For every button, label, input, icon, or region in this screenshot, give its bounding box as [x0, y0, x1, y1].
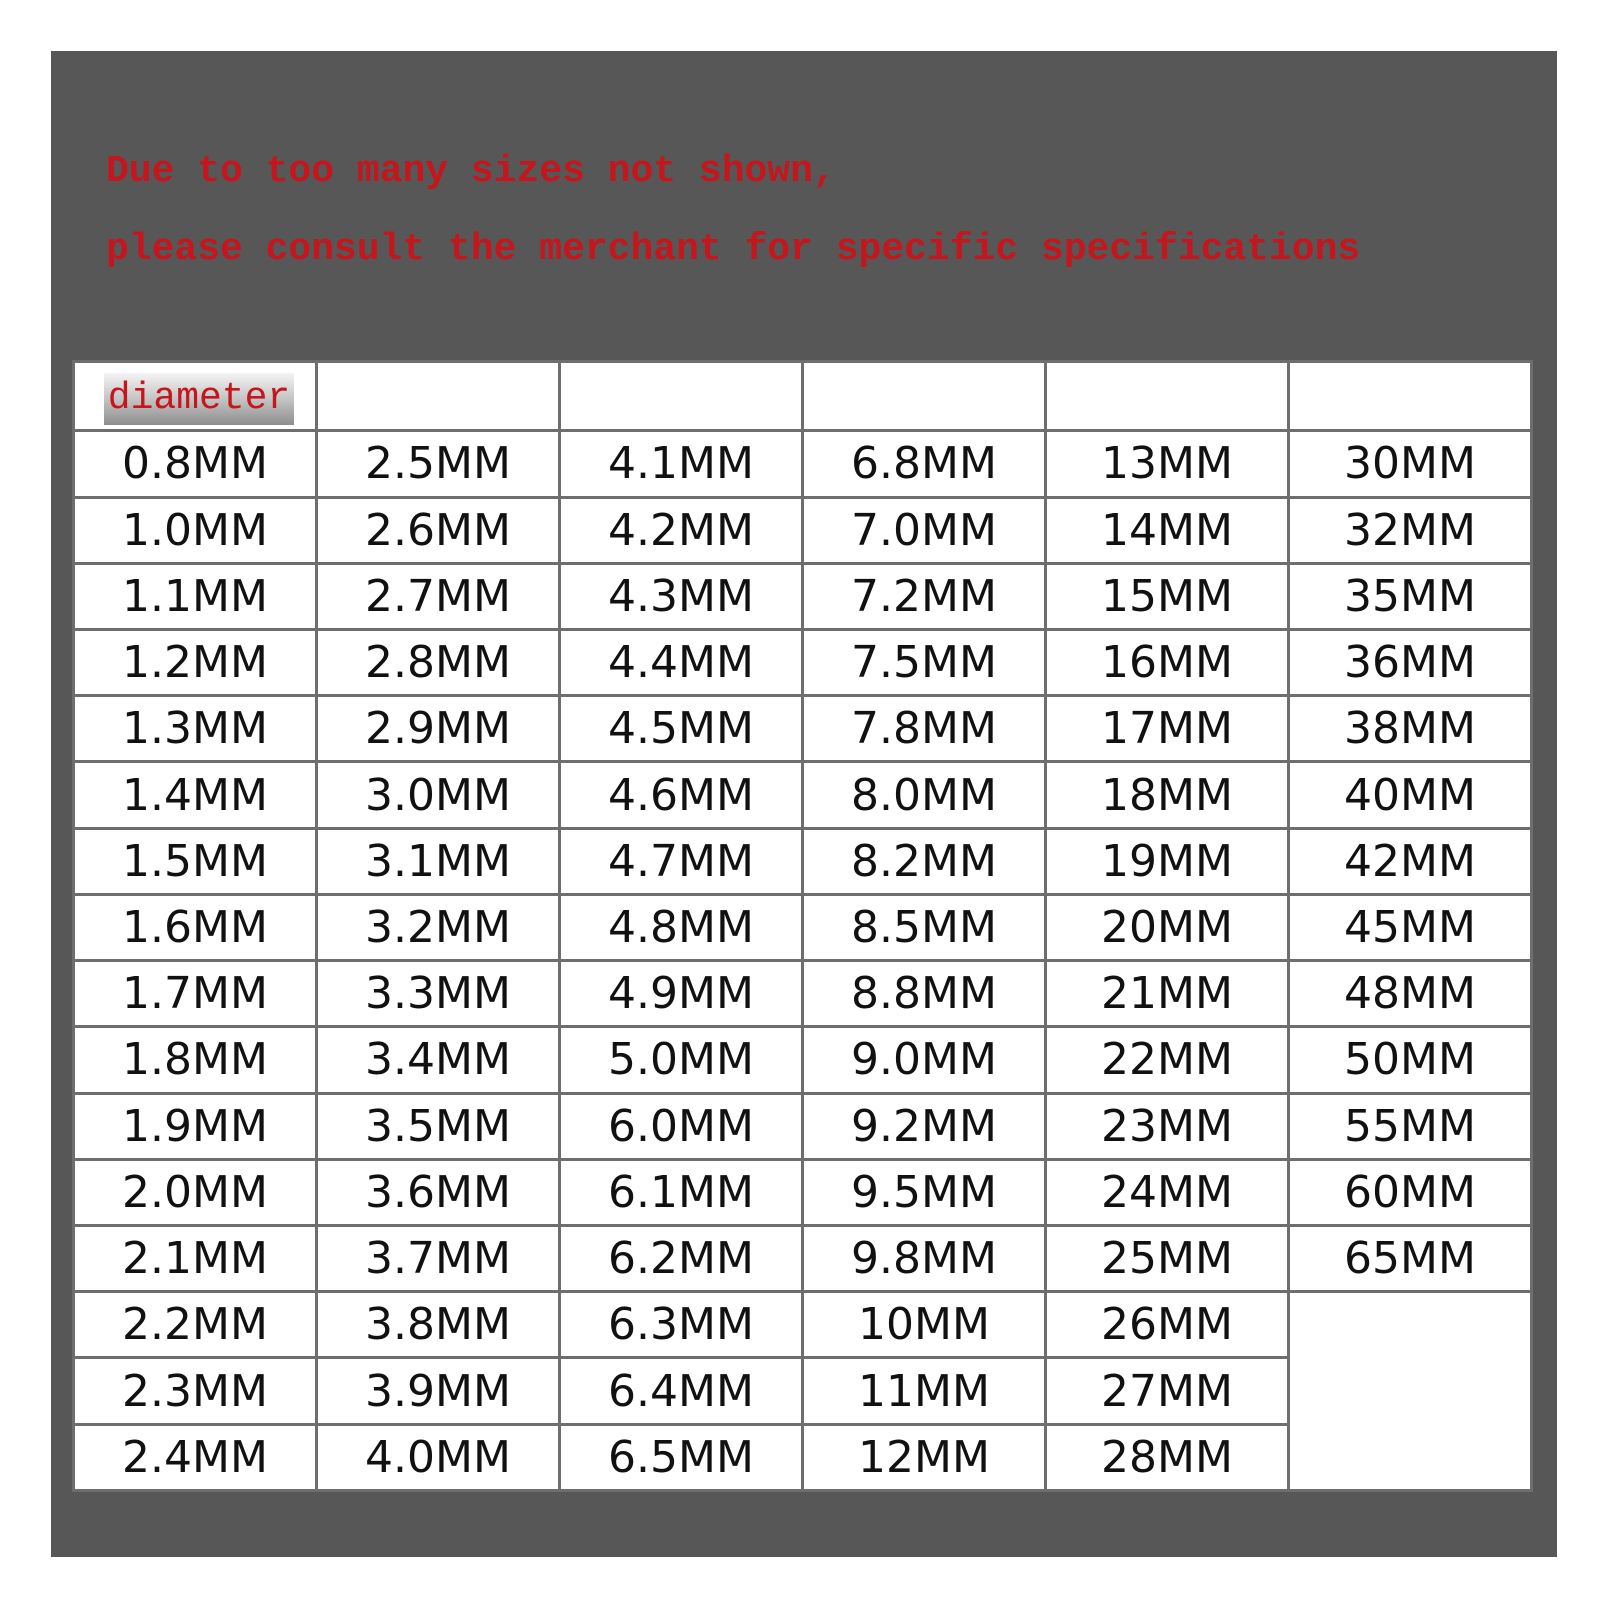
size-cell: 6.1MM: [560, 1159, 803, 1225]
header-cell-diameter: [74, 362, 317, 431]
size-cell: 1.9MM: [74, 1093, 317, 1159]
size-cell: 32MM: [1289, 497, 1532, 563]
size-cell: 8.8MM: [803, 961, 1046, 1027]
diameter-label: diameter: [104, 373, 294, 425]
notice-text: [106, 133, 1506, 289]
size-cell: 14MM: [1046, 497, 1289, 563]
size-cell: 35MM: [1289, 563, 1532, 629]
size-cell: 4.6MM: [560, 762, 803, 828]
size-cell: 7.8MM: [803, 696, 1046, 762]
table-row: [74, 629, 1532, 695]
size-cell: 16MM: [1046, 629, 1289, 695]
size-cell: 7.2MM: [803, 563, 1046, 629]
size-cell: 1.6MM: [74, 894, 317, 960]
size-cell: 6.3MM: [560, 1292, 803, 1358]
table-header-row: [74, 362, 1532, 431]
size-cell: 11MM: [803, 1358, 1046, 1424]
size-cell: 8.5MM: [803, 894, 1046, 960]
header-cell-empty: [317, 362, 560, 431]
table-row: [74, 762, 1532, 828]
size-cell: 4.4MM: [560, 629, 803, 695]
table-row: [74, 497, 1532, 563]
header-cell-empty: [1046, 362, 1289, 431]
size-cell: 1.8MM: [74, 1027, 317, 1093]
size-table-wrapper: [72, 360, 1533, 1492]
size-cell: 40MM: [1289, 762, 1532, 828]
size-cell: 2.5MM: [317, 431, 560, 497]
size-cell: 3.6MM: [317, 1159, 560, 1225]
size-cell: 2.8MM: [317, 629, 560, 695]
size-cell: 3.2MM: [317, 894, 560, 960]
size-cell: 4.0MM: [317, 1424, 560, 1490]
size-cell: 9.8MM: [803, 1225, 1046, 1291]
size-cell: 17MM: [1046, 696, 1289, 762]
size-cell: 36MM: [1289, 629, 1532, 695]
header-cell-empty: [560, 362, 803, 431]
size-cell: 9.2MM: [803, 1093, 1046, 1159]
size-cell: 45MM: [1289, 894, 1532, 960]
size-cell: 3.8MM: [317, 1292, 560, 1358]
size-cell: 5.0MM: [560, 1027, 803, 1093]
size-cell: 4.5MM: [560, 696, 803, 762]
size-cell: 3.5MM: [317, 1093, 560, 1159]
size-cell: 24MM: [1046, 1159, 1289, 1225]
size-cell: 28MM: [1046, 1424, 1289, 1490]
size-cell: 1.0MM: [74, 497, 317, 563]
size-cell: 4.1MM: [560, 431, 803, 497]
size-cell: 4.2MM: [560, 497, 803, 563]
size-cell: 2.6MM: [317, 497, 560, 563]
size-chart-panel: [51, 51, 1557, 1557]
table-row: [74, 431, 1532, 497]
size-cell: 1.1MM: [74, 563, 317, 629]
table-row: [74, 696, 1532, 762]
size-cell: 2.3MM: [74, 1358, 317, 1424]
size-cell: 1.5MM: [74, 828, 317, 894]
size-cell: 3.4MM: [317, 1027, 560, 1093]
size-cell: 3.1MM: [317, 828, 560, 894]
size-cell: 15MM: [1046, 563, 1289, 629]
size-cell: 38MM: [1289, 696, 1532, 762]
size-cell: 18MM: [1046, 762, 1289, 828]
size-cell: 6.5MM: [560, 1424, 803, 1490]
size-cell: 6.2MM: [560, 1225, 803, 1291]
notice-line-2: please consult the merchant for specific specifications: [106, 228, 1361, 271]
size-cell: 42MM: [1289, 828, 1532, 894]
size-cell: 30MM: [1289, 431, 1532, 497]
table-row: [74, 828, 1532, 894]
size-cell: 9.5MM: [803, 1159, 1046, 1225]
size-cell: 2.7MM: [317, 563, 560, 629]
notice-line-1: Due to too many sizes not shown,: [106, 150, 836, 193]
table-row: [74, 1225, 1532, 1291]
size-cell: 25MM: [1046, 1225, 1289, 1291]
size-cell: 6.0MM: [560, 1093, 803, 1159]
size-table: [72, 360, 1533, 1492]
size-cell: 1.3MM: [74, 696, 317, 762]
size-cell: 7.0MM: [803, 497, 1046, 563]
size-cell: 1.4MM: [74, 762, 317, 828]
size-cell: 65MM: [1289, 1225, 1532, 1291]
size-cell: 55MM: [1289, 1093, 1532, 1159]
size-cell: 6.4MM: [560, 1358, 803, 1424]
table-row: [74, 1027, 1532, 1093]
size-cell: 4.9MM: [560, 961, 803, 1027]
size-cell: 13MM: [1046, 431, 1289, 497]
size-cell: 48MM: [1289, 961, 1532, 1027]
size-cell: 4.7MM: [560, 828, 803, 894]
size-cell: 2.4MM: [74, 1424, 317, 1490]
size-cell: 8.2MM: [803, 828, 1046, 894]
size-cell: 9.0MM: [803, 1027, 1046, 1093]
size-cell: 2.1MM: [74, 1225, 317, 1291]
size-cell: 21MM: [1046, 961, 1289, 1027]
size-cell: 1.7MM: [74, 961, 317, 1027]
size-cell: 3.0MM: [317, 762, 560, 828]
header-cell-empty: [1289, 362, 1532, 431]
table-row: [74, 894, 1532, 960]
size-cell: 4.8MM: [560, 894, 803, 960]
table-row: [74, 1292, 1532, 1358]
size-cell: 2.2MM: [74, 1292, 317, 1358]
size-cell: 23MM: [1046, 1093, 1289, 1159]
size-cell: 1.2MM: [74, 629, 317, 695]
size-cell: 10MM: [803, 1292, 1046, 1358]
size-cell: 2.9MM: [317, 696, 560, 762]
size-cell: 60MM: [1289, 1159, 1532, 1225]
size-cell: 27MM: [1046, 1358, 1289, 1424]
size-cell: 20MM: [1046, 894, 1289, 960]
size-cell: 3.3MM: [317, 961, 560, 1027]
table-row: [74, 961, 1532, 1027]
empty-cell: [1289, 1292, 1532, 1491]
size-cell: 19MM: [1046, 828, 1289, 894]
size-cell: 3.9MM: [317, 1358, 560, 1424]
size-cell: 12MM: [803, 1424, 1046, 1490]
size-cell: 26MM: [1046, 1292, 1289, 1358]
table-row: [74, 1159, 1532, 1225]
size-cell: 3.7MM: [317, 1225, 560, 1291]
size-cell: 4.3MM: [560, 563, 803, 629]
size-cell: 0.8MM: [74, 431, 317, 497]
size-cell: 7.5MM: [803, 629, 1046, 695]
header-cell-empty: [803, 362, 1046, 431]
size-cell: 6.8MM: [803, 431, 1046, 497]
size-cell: 22MM: [1046, 1027, 1289, 1093]
size-cell: 2.0MM: [74, 1159, 317, 1225]
size-cell: 8.0MM: [803, 762, 1046, 828]
size-cell: 50MM: [1289, 1027, 1532, 1093]
table-row: [74, 1093, 1532, 1159]
table-row: [74, 563, 1532, 629]
